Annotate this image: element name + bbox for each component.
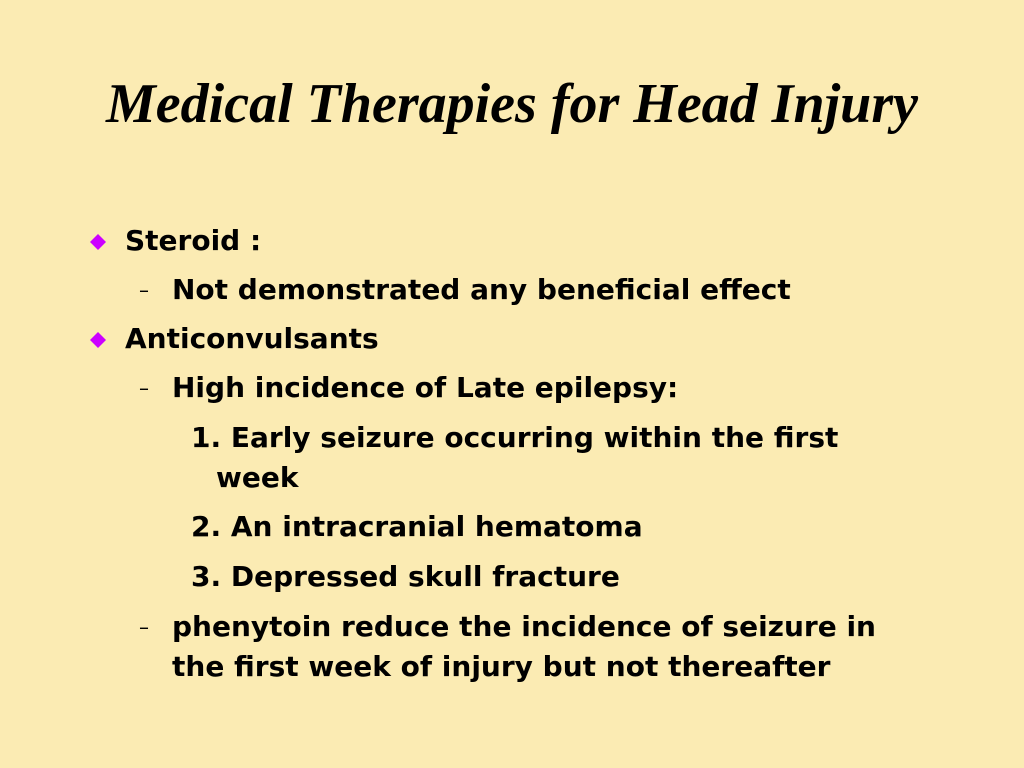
diamond-bullet-icon xyxy=(89,233,107,251)
slide-title: Medical Therapies for Head Injury xyxy=(106,73,918,135)
sub-bullet-phenytoin: phenytoin reduce the incidence of seizure in xyxy=(172,610,876,643)
list-item-early-seizure: 1. Early seizure occurring within the first xyxy=(191,421,839,454)
sub-bullet-phenytoin-cont: the first week of injury but not thereafter xyxy=(172,650,831,683)
dash-icon: – xyxy=(139,615,149,639)
bullet-anticonvulsants: Anticonvulsants xyxy=(125,322,379,355)
diamond-bullet-icon xyxy=(89,331,107,349)
dash-icon: – xyxy=(139,278,149,302)
list-item-depressed-skull-fracture: 3. Depressed skull fracture xyxy=(191,560,620,593)
list-item-intracranial-hematoma: 2. An intracranial hematoma xyxy=(191,510,643,543)
sub-bullet-late-epilepsy: High incidence of Late epilepsy: xyxy=(172,371,679,404)
sub-bullet-steroid-effect: Not demonstrated any beneficial effect xyxy=(172,273,791,306)
list-item-early-seizure-cont: week xyxy=(216,461,299,494)
bullet-steroid: Steroid : xyxy=(125,224,262,257)
dash-icon: – xyxy=(139,376,149,400)
